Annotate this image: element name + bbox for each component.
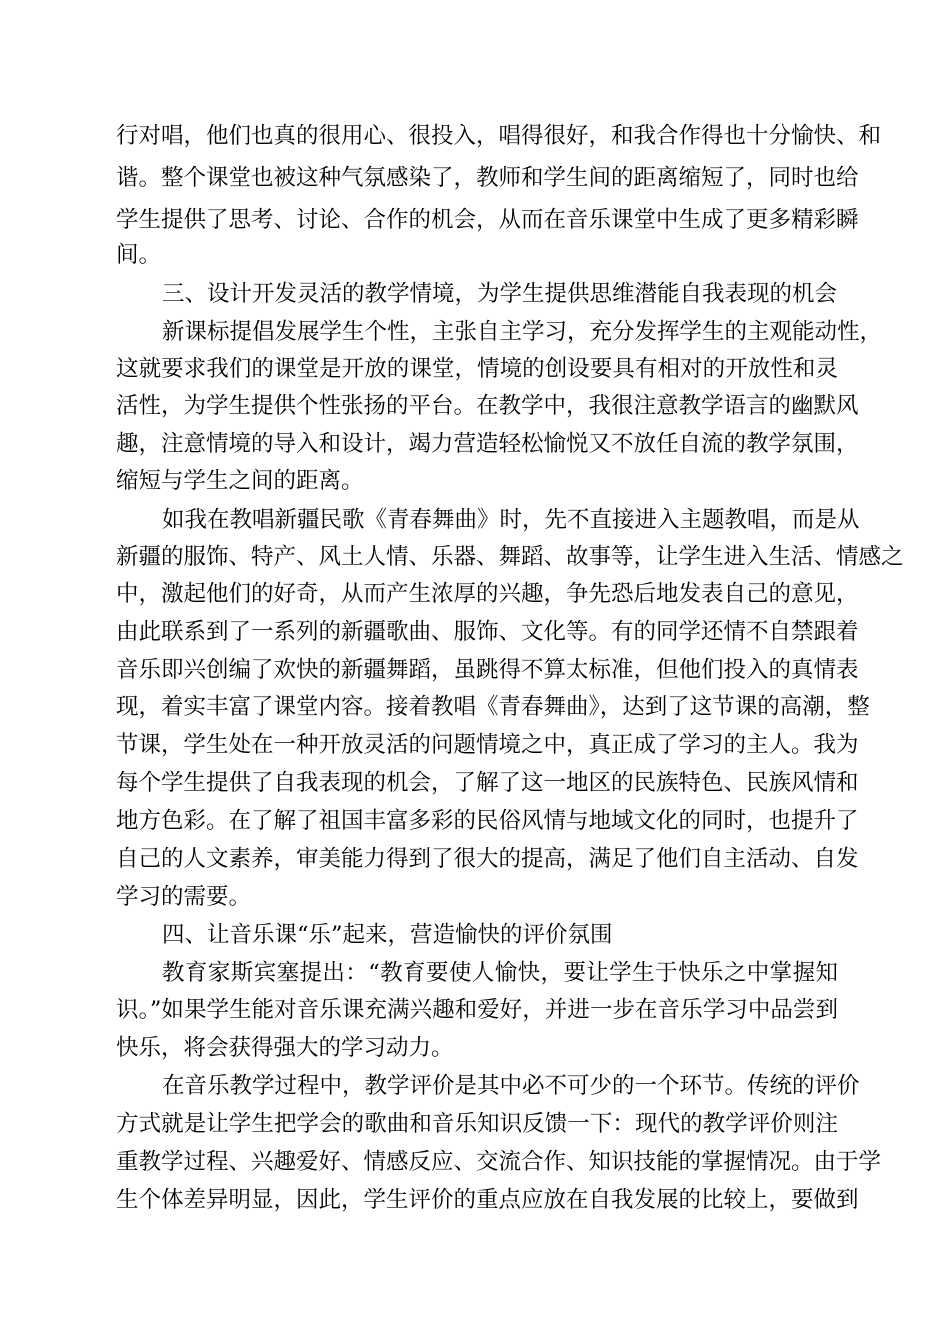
text-line: 这就要求我们的课堂是开放的课堂，情境的创设要具有相对的开放性和灵 <box>116 356 838 382</box>
text-line: 音乐即兴创编了欢快的新疆舞蹈，虽跳得不算太标准，但他们投入的真情表 <box>116 657 859 683</box>
text-line: 快乐，将会获得强大的学习动力。 <box>116 1035 454 1061</box>
section-heading: 三、设计开发灵活的教学情境，为学生提供思维潜能自我表现的机会 <box>162 281 838 307</box>
text-line: 方式就是让学生把学会的歌曲和音乐知识反馈一下：现代的教学评价则注 <box>116 1111 838 1137</box>
text-line: 地方色彩。在了解了祖国丰富多彩的民俗风情与地域文化的同时，也提升了 <box>116 808 859 834</box>
text-line: 重教学过程、兴趣爱好、情感反应、交流合作、知识技能的掌握情况。由于学 <box>116 1149 882 1175</box>
text-line: 缩短与学生之间的距离。 <box>116 468 364 494</box>
text-line: 由此联系到了一系列的新疆歌曲、服饰、文化等。有的同学还情不自禁跟着 <box>116 619 859 645</box>
text-line: 新课标提倡发展学生个性，主张自主学习，充分发挥学生的主观能动性， <box>162 319 883 345</box>
text-line: 每个学生提供了自我表现的机会，了解了这一地区的民族特色、民族风情和 <box>116 770 859 796</box>
text-line: 活性，为学生提供个性张扬的平台。在教学中，我很注意教学语言的幽默风 <box>116 393 859 419</box>
text-line: 学习的需要。 <box>116 884 252 910</box>
text-line: 生个体差异明显，因此，学生评价的重点应放在自我发展的比较上，要做到 <box>116 1187 859 1213</box>
text-line: 新疆的服饰、特产、风土人情、乐器、舞蹈、故事等，让学生进入生活、情感之 <box>116 544 904 570</box>
text-line: 行对唱，他们也真的很用心、很投入，唱得很好，和我合作得也十分愉快、和 <box>116 123 882 149</box>
text-line: 教育家斯宾塞提出：“教育要使人愉快，要让学生于快乐之中掌握知 <box>162 960 838 986</box>
text-line: 在音乐教学过程中，教学评价是其中必不可少的一个环节。传统的评价 <box>162 1073 860 1099</box>
text-line: 现，着实丰富了课堂内容。接着教唱《青春舞曲》，达到了这节课的高潮，整 <box>116 694 870 720</box>
text-line: 识。”如果学生能对音乐课充满兴趣和爱好，并进一步在音乐学习中品尝到 <box>116 997 838 1023</box>
text-line: 谐。整个课堂也被这种气氛感染了，教师和学生间的距离缩短了，同时也给 <box>116 165 859 191</box>
text-line: 自己的人文素养，审美能力得到了很大的提高，满足了他们自主活动、自发 <box>116 846 859 872</box>
text-line: 趣，注意情境的导入和设计，竭力营造轻松愉悦又不放任自流的教学氛围， <box>116 431 859 457</box>
section-heading: 四、让音乐课“乐”起来，营造愉快的评价氛围 <box>162 922 613 948</box>
text-line: 节课，学生处在一种开放灵活的问题情境之中，真正成了学习的主人。我为 <box>116 732 859 758</box>
text-line: 间。 <box>116 242 162 268</box>
text-line: 如我在教唱新疆民歌《青春舞曲》时，先不直接进入主题教唱，而是从 <box>162 507 860 533</box>
text-line: 中，激起他们的好奇，从而产生浓厚的兴趣，争先恐后地发表自己的意见， <box>116 581 859 607</box>
text-line: 学生提供了思考、讨论、合作的机会，从而在音乐课堂中生成了更多精彩瞬 <box>116 207 859 233</box>
